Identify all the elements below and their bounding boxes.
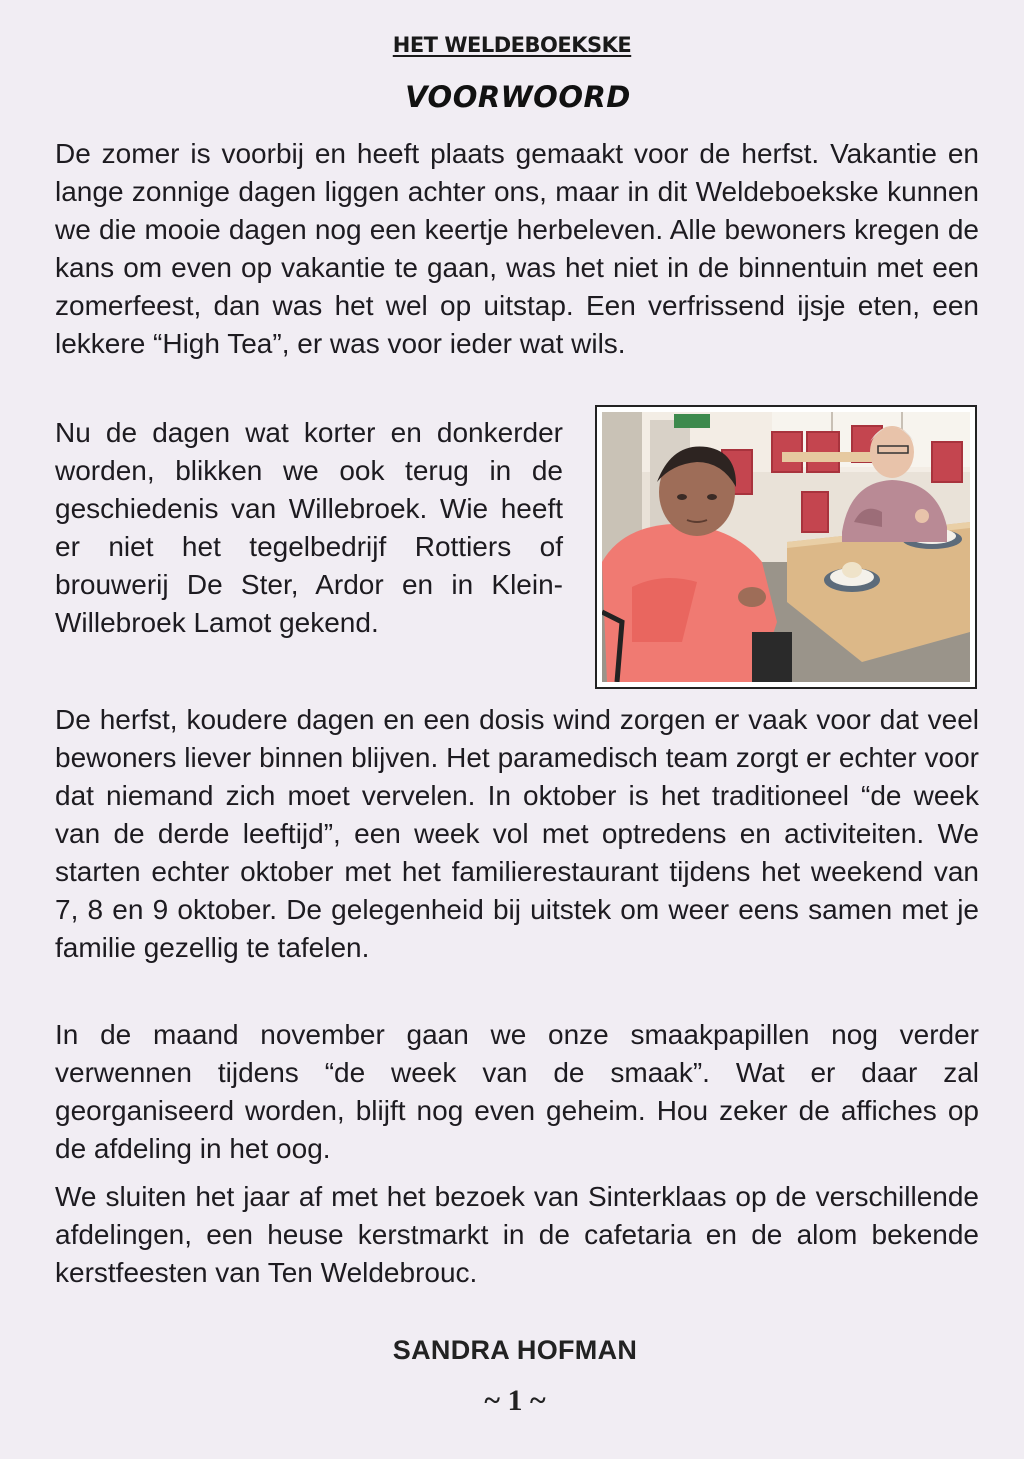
author-signature: SANDRA HOFMAN <box>392 1335 638 1365</box>
publication-header: HET WELDEBOEKSKE <box>392 33 632 57</box>
paragraph-november: In de maand november gaan we onze smaakpapillen nog verder verwennen tijdens “de week van de smaak”. Wat er daar zal georganiseerd worden, blijft nog even geheim. Hou zeker de affiches op de afdeling in het oog. <box>55 1019 979 1164</box>
page-number: ~ 1 ~ <box>484 1384 546 1417</box>
page-title: VOORWOORD <box>405 80 631 114</box>
paragraph-history: Nu de dagen wat korter en donkerder worden, blikken we ook terug in de geschiedenis van Willebroek. Wie heeft er niet het tegelbedrijf Rottiers of brouwerij De Ster, Ardor en in Klein-Willebroek Lamot gekend. <box>55 417 563 638</box>
residents-photo-illustration <box>602 412 970 682</box>
paragraph-closing: We sluiten het jaar af met het bezoek van Sinterklaas op de verschillende afdelingen, een heuse kerstmarkt in de cafetaria en de alom bekende kerstfeesten van Ten Weldebrouc. <box>55 1181 979 1288</box>
paragraph-summer: De zomer is voorbij en heeft plaats gemaakt voor de herfst. Vakantie en lange zonnige dagen liggen achter ons, maar in dit Weldeboekske kunnen we die mooie dagen nog een keertje herbeleven. Alle bewoners kregen de kans om even op vakantie te gaan, was het niet in de binnentuin met een zomerfeest, dan was het wel op uitstap. Een verfrissend ijsje eten, een lekkere “High Tea”, er was voor ieder wat wils. <box>55 138 979 359</box>
residents-photo <box>595 405 977 689</box>
paragraph-autumn: De herfst, koudere dagen en een dosis wind zorgen er vaak voor dat veel bewoners liever binnen blijven. Het paramedisch team zorgt er echter voor dat niemand zich moet vervelen. In oktober is het traditioneel “de week van de derde leeftijd”, een week vol met optredens en activiteiten. We starten echter oktober met het familierestaurant tijdens het weekend van 7, 8 en 9 oktober. De gelegenheid bij uitstek om weer eens samen met je familie gezellig te tafelen. <box>55 704 979 963</box>
